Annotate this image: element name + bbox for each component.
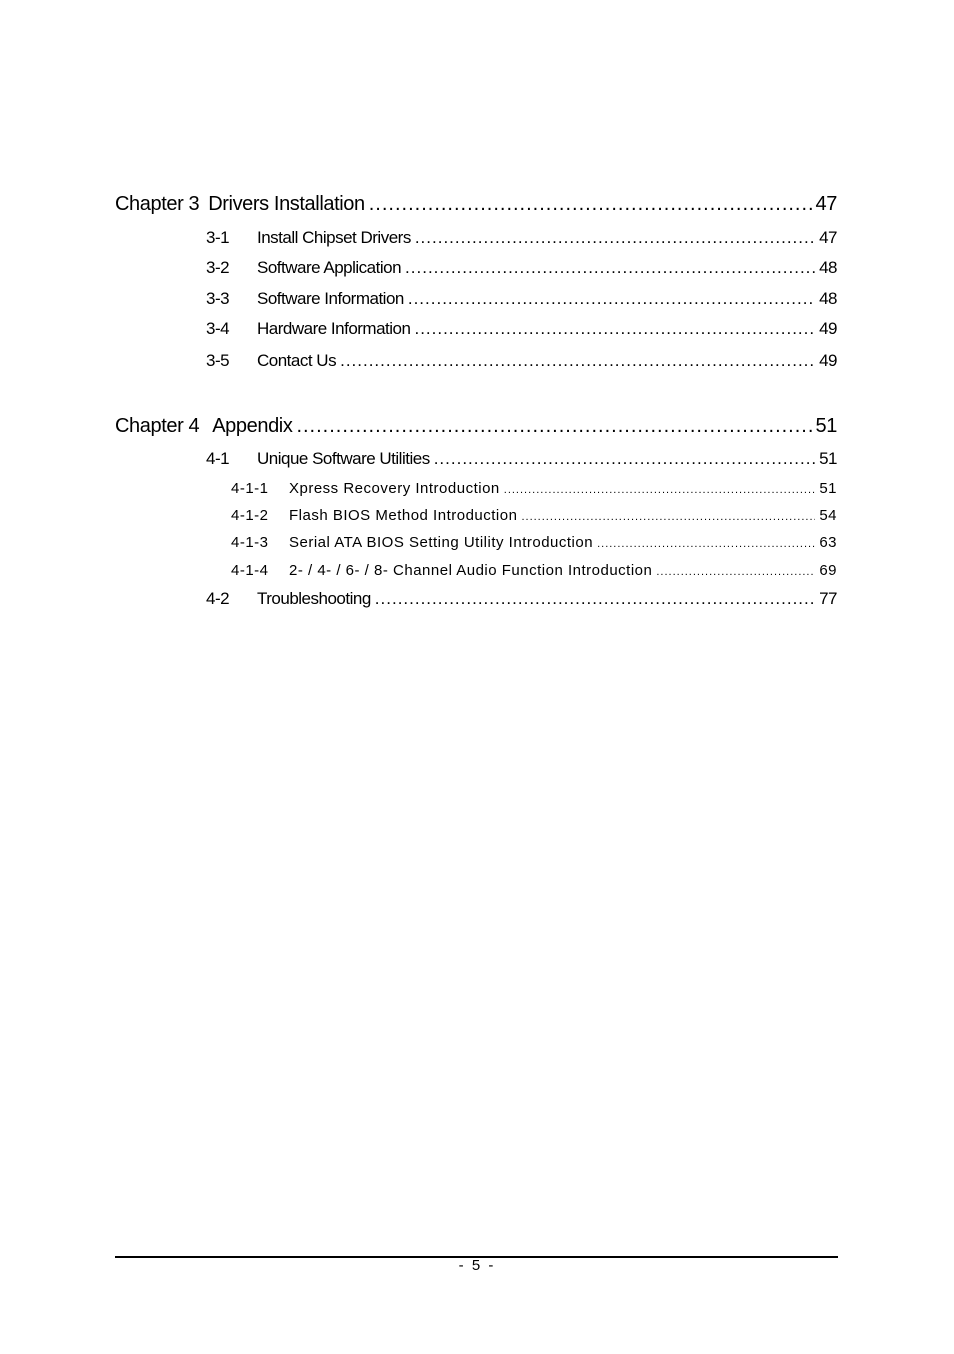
chapter-title: Drivers Installation xyxy=(208,193,365,215)
dot-leader xyxy=(597,534,815,551)
dot-leader xyxy=(405,258,815,278)
toc-section-4-2[interactable] xyxy=(206,589,837,609)
toc-section-3-4[interactable] xyxy=(206,319,837,339)
section-title: Software Information xyxy=(257,289,404,308)
page-number: 51 xyxy=(819,480,837,497)
dot-leader xyxy=(375,589,815,609)
section-number: 3-2 xyxy=(206,258,230,277)
page-number: 51 xyxy=(815,415,837,437)
page-number: 69 xyxy=(819,562,837,579)
section-title: Install Chipset Drivers xyxy=(257,228,411,247)
toc-section-3-2[interactable] xyxy=(206,258,837,278)
section-heading xyxy=(206,258,401,278)
subsection-number: 4-1-4 xyxy=(231,562,269,579)
section-heading xyxy=(206,289,404,309)
dot-leader xyxy=(408,289,815,309)
page-number: 63 xyxy=(819,534,837,551)
dot-leader xyxy=(369,193,812,216)
section-heading xyxy=(206,228,411,248)
dot-leader xyxy=(656,562,815,579)
toc-section-4-1[interactable] xyxy=(206,449,837,469)
toc-section-3-5[interactable] xyxy=(206,351,837,371)
toc-subsection-4-1-4[interactable] xyxy=(231,562,837,579)
section-number: 3-1 xyxy=(206,228,230,247)
dot-leader xyxy=(504,480,816,497)
section-heading xyxy=(206,351,336,371)
subsection-heading xyxy=(231,480,500,497)
subsection-title: Flash BIOS Method Introduction xyxy=(289,507,518,524)
page-number: 47 xyxy=(815,193,837,215)
page-number: 48 xyxy=(819,258,837,277)
page-number: 49 xyxy=(819,351,837,370)
section-number: 3-5 xyxy=(206,351,230,370)
subsection-heading xyxy=(231,534,593,551)
page-number: 47 xyxy=(819,228,837,247)
section-title: Hardware Information xyxy=(257,319,411,338)
subsection-number: 4-1-3 xyxy=(231,534,269,551)
page-number: 48 xyxy=(819,289,837,308)
section-title: Software Application xyxy=(257,258,402,277)
page-number: 54 xyxy=(819,507,837,524)
subsection-title: 2- / 4- / 6- / 8- Channel Audio Function Introduction xyxy=(289,562,653,579)
toc-subsection-4-1-3[interactable] xyxy=(231,534,837,551)
toc-subsection-4-1-1[interactable] xyxy=(231,480,837,497)
toc-chapter-3[interactable] xyxy=(115,193,837,216)
section-heading xyxy=(206,449,430,469)
section-heading xyxy=(206,319,410,339)
section-heading xyxy=(206,589,371,609)
subsection-heading xyxy=(231,507,517,524)
footer-page-number: - 5 - xyxy=(458,1257,496,1274)
page-number: 51 xyxy=(819,449,837,468)
chapter-label: Chapter 3 xyxy=(115,193,200,215)
section-title: Troubleshooting xyxy=(257,589,371,608)
dot-leader xyxy=(414,319,815,339)
dot-leader xyxy=(415,228,815,248)
toc-section-3-3[interactable] xyxy=(206,289,837,309)
page-number: 77 xyxy=(819,589,837,608)
section-number: 3-3 xyxy=(206,289,230,308)
chapter-title: Appendix xyxy=(212,415,293,437)
subsection-number: 4-1-2 xyxy=(231,507,269,524)
subsection-title: Serial ATA BIOS Setting Utility Introduction xyxy=(289,534,594,551)
toc-subsection-4-1-2[interactable] xyxy=(231,507,837,524)
section-title: Contact Us xyxy=(257,351,337,370)
subsection-heading xyxy=(231,562,652,579)
section-number: 4-1 xyxy=(206,449,230,468)
toc-chapter-4[interactable] xyxy=(115,415,837,438)
section-number: 4-2 xyxy=(206,589,230,608)
toc-chapter-heading xyxy=(115,415,292,438)
subsection-title: Xpress Recovery Introduction xyxy=(289,480,500,497)
dot-leader xyxy=(340,351,815,371)
subsection-number: 4-1-1 xyxy=(231,480,269,497)
toc-section-3-1[interactable] xyxy=(206,228,837,248)
section-title: Unique Software Utilities xyxy=(257,449,430,468)
chapter-label: Chapter 4 xyxy=(115,415,200,437)
dot-leader xyxy=(521,507,815,524)
page-number: 49 xyxy=(819,319,837,338)
dot-leader xyxy=(296,415,811,438)
toc-chapter-heading xyxy=(115,193,365,216)
section-number: 3-4 xyxy=(206,319,230,338)
dot-leader xyxy=(434,449,815,469)
